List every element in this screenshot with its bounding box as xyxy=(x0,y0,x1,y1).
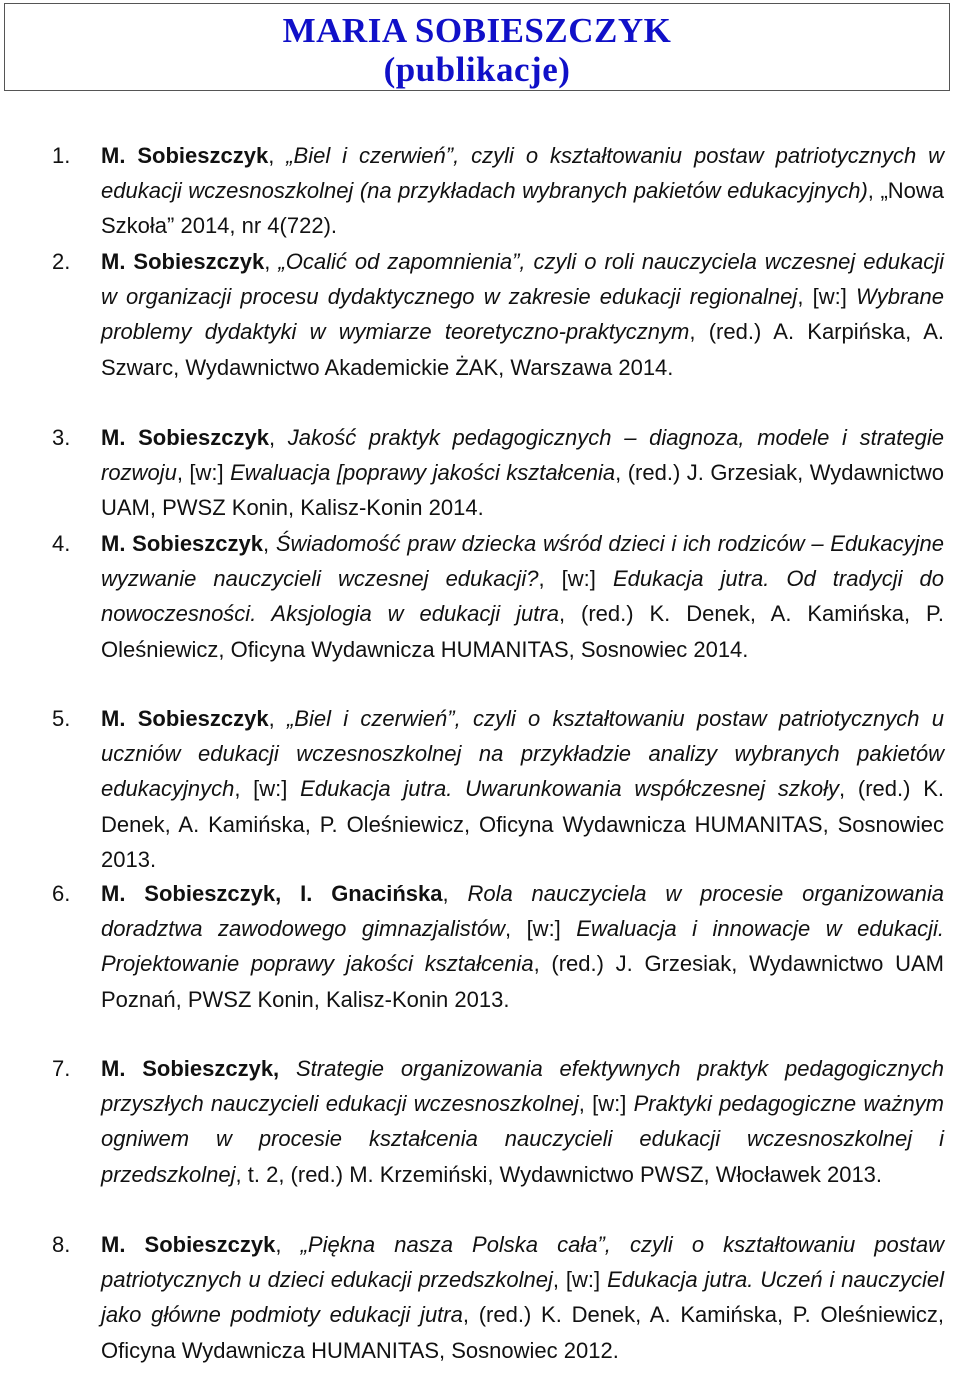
citation-author: M. Sobieszczyk xyxy=(101,531,263,556)
citation-author: M. Sobieszczyk xyxy=(101,1232,276,1257)
title-box xyxy=(4,3,950,91)
citation-details: , [w:] xyxy=(552,1267,608,1293)
citation-details: , [w:] xyxy=(797,284,856,310)
citation-details: , xyxy=(264,249,279,274)
citation-details: , xyxy=(263,531,276,556)
citation-title: „Ocalić od zapomnienia”, czyli o roli nauczyciela wczesnej edukacji w organizacji procesu dydaktycznego w zakresie edukacji regionalnej xyxy=(101,249,944,310)
publication-citation xyxy=(101,701,944,877)
citation-title: Strategie organizowania efektywnych praktyk pedagogicznych przyszłych nauczycieli edukacji wczesnoszkolnej xyxy=(101,1056,945,1117)
citation-author: M. Sobieszczyk, xyxy=(101,1056,280,1081)
publication-citation xyxy=(101,420,944,526)
page-title: MARIA SOBIESZCZYK xyxy=(282,11,672,50)
citation-details: , [w:] xyxy=(538,566,613,592)
publication-citation xyxy=(101,138,944,244)
citation-author: M. Sobieszczyk xyxy=(101,706,269,731)
citation-title: „Biel i czerwień”, czyli o kształtowaniu postaw patriotycznych w edukacji wczesnoszkolnej (na przykładach wybranych pakietów edukacyjnych) xyxy=(101,143,944,204)
citation-title: „Piękna nasza Polska cała”, czyli o kształtowaniu postaw patriotycznych u dzieci edukacji przedszkolnej xyxy=(101,1232,945,1293)
citation-details: , xyxy=(268,143,287,168)
publication-citation xyxy=(101,244,944,385)
citation-title: Świadomość praw dziecka wśród dzieci i ich rodziców – Edukacyjne wyzwanie nauczycieli wczesnej edukacji? xyxy=(101,531,945,592)
publication-number: 1. xyxy=(52,143,71,168)
citation-author: M. Sobieszczyk xyxy=(101,249,265,274)
publication-number: 7. xyxy=(52,1056,71,1081)
citation-details: , [w:] xyxy=(234,776,301,802)
publication-citation xyxy=(101,1227,944,1368)
citation-title: Praktyki pedagogiczne ważnym ogniwem w procesie kształcenia nauczycieli edukacji wczesnoszkolnej i przedszkolnej xyxy=(101,1091,945,1187)
publication-number: 8. xyxy=(52,1232,71,1257)
citation-details: , „Nowa Szkoła” 2014, nr 4(722). xyxy=(101,178,945,239)
citation-details: , xyxy=(268,706,287,731)
citation-details: , t. 2, (red.) M. Krzemiński, Wydawnictwo PWSZ, Włocławek 2013. xyxy=(235,1161,883,1187)
publication-number: 2. xyxy=(52,249,71,274)
citation-title: Jakość praktyk pedagogicznych – diagnoza, modele i strategie rozwoju xyxy=(101,425,944,486)
publication-citation xyxy=(101,1051,944,1192)
citation-details: , [w:] xyxy=(504,916,577,942)
citation-title: Edukacja jutra. Uczeń i nauczyciel jako główne podmioty edukacji jutra xyxy=(101,1267,945,1328)
citation-title: Edukacja jutra. Od tradycji do nowoczesności. Aksjologia w edukacji jutra xyxy=(101,566,944,627)
publication-citation xyxy=(101,876,944,1017)
citation-details: , (red.) A. Karpińska, A. Szwarc, Wydawnictwo Akademickie ŻAK, Warszawa 2014. xyxy=(101,319,944,380)
citation-author: M. Sobieszczyk xyxy=(101,143,269,168)
citation-details xyxy=(279,1056,296,1081)
citation-details: , [w:] xyxy=(176,460,231,486)
publication-citation xyxy=(101,526,944,667)
citation-details: , [w:] xyxy=(578,1091,634,1117)
citation-details: , xyxy=(442,881,468,906)
citation-title: Ewaluacja [poprawy jakości kształcenia xyxy=(230,460,616,486)
citation-details: , xyxy=(275,1232,301,1257)
citation-title: „Biel i czerwień”, czyli o kształtowaniu postaw patriotycznych u uczniów edukacji wczesnoszkolnej na przykładzie analizy wybranych pakietów edukacyjnych xyxy=(101,706,944,802)
publication-number: 3. xyxy=(52,425,71,450)
citation-details: , (red.) J. Grzesiak, Wydawnictwo UAM, PWSZ Konin, Kalisz-Konin 2014. xyxy=(101,460,944,521)
citation-title: Edukacja jutra. Uwarunkowania współczesnej szkoły xyxy=(300,776,840,802)
citation-details: , (red.) K. Denek, A. Kamińska, P. Oleśniewicz, Oficyna Wydawnicza HUMANITAS, Sosnowiec 2014. xyxy=(101,601,944,662)
citation-title: Ewaluacja i innowacje w edukacji. Projektowanie poprawy jakości kształcenia xyxy=(101,916,944,977)
citation-author: M. Sobieszczyk, I. Gnacińska xyxy=(101,881,443,906)
citation-details: , (red.) K. Denek, A. Kamińska, P. Oleśniewicz, Oficyna Wydawnicza HUMANITAS, Sosnowiec 2013. xyxy=(101,776,945,872)
citation-author: M. Sobieszczyk xyxy=(101,425,269,450)
citation-details: , xyxy=(268,425,288,450)
publication-number: 6. xyxy=(52,881,71,906)
citation-title: Rola nauczyciela w procesie organizowania doradztwa zawodowego gimnazjalistów xyxy=(101,881,944,942)
page-subtitle: (publikacje) xyxy=(383,50,571,89)
citation-details: , (red.) K. Denek, A. Kamińska, P. Oleśniewicz, Oficyna Wydawnicza HUMANITAS, Sosnowiec 2012. xyxy=(101,1302,944,1363)
publication-number: 5. xyxy=(52,706,71,731)
citation-title: Wybrane problemy dydaktyki w wymiarze teoretyczno-praktycznym xyxy=(101,284,945,345)
citation-details: , (red.) J. Grzesiak, Wydawnictwo UAM Poznań, PWSZ Konin, Kalisz-Konin 2013. xyxy=(101,951,944,1012)
publication-number: 4. xyxy=(52,531,71,556)
